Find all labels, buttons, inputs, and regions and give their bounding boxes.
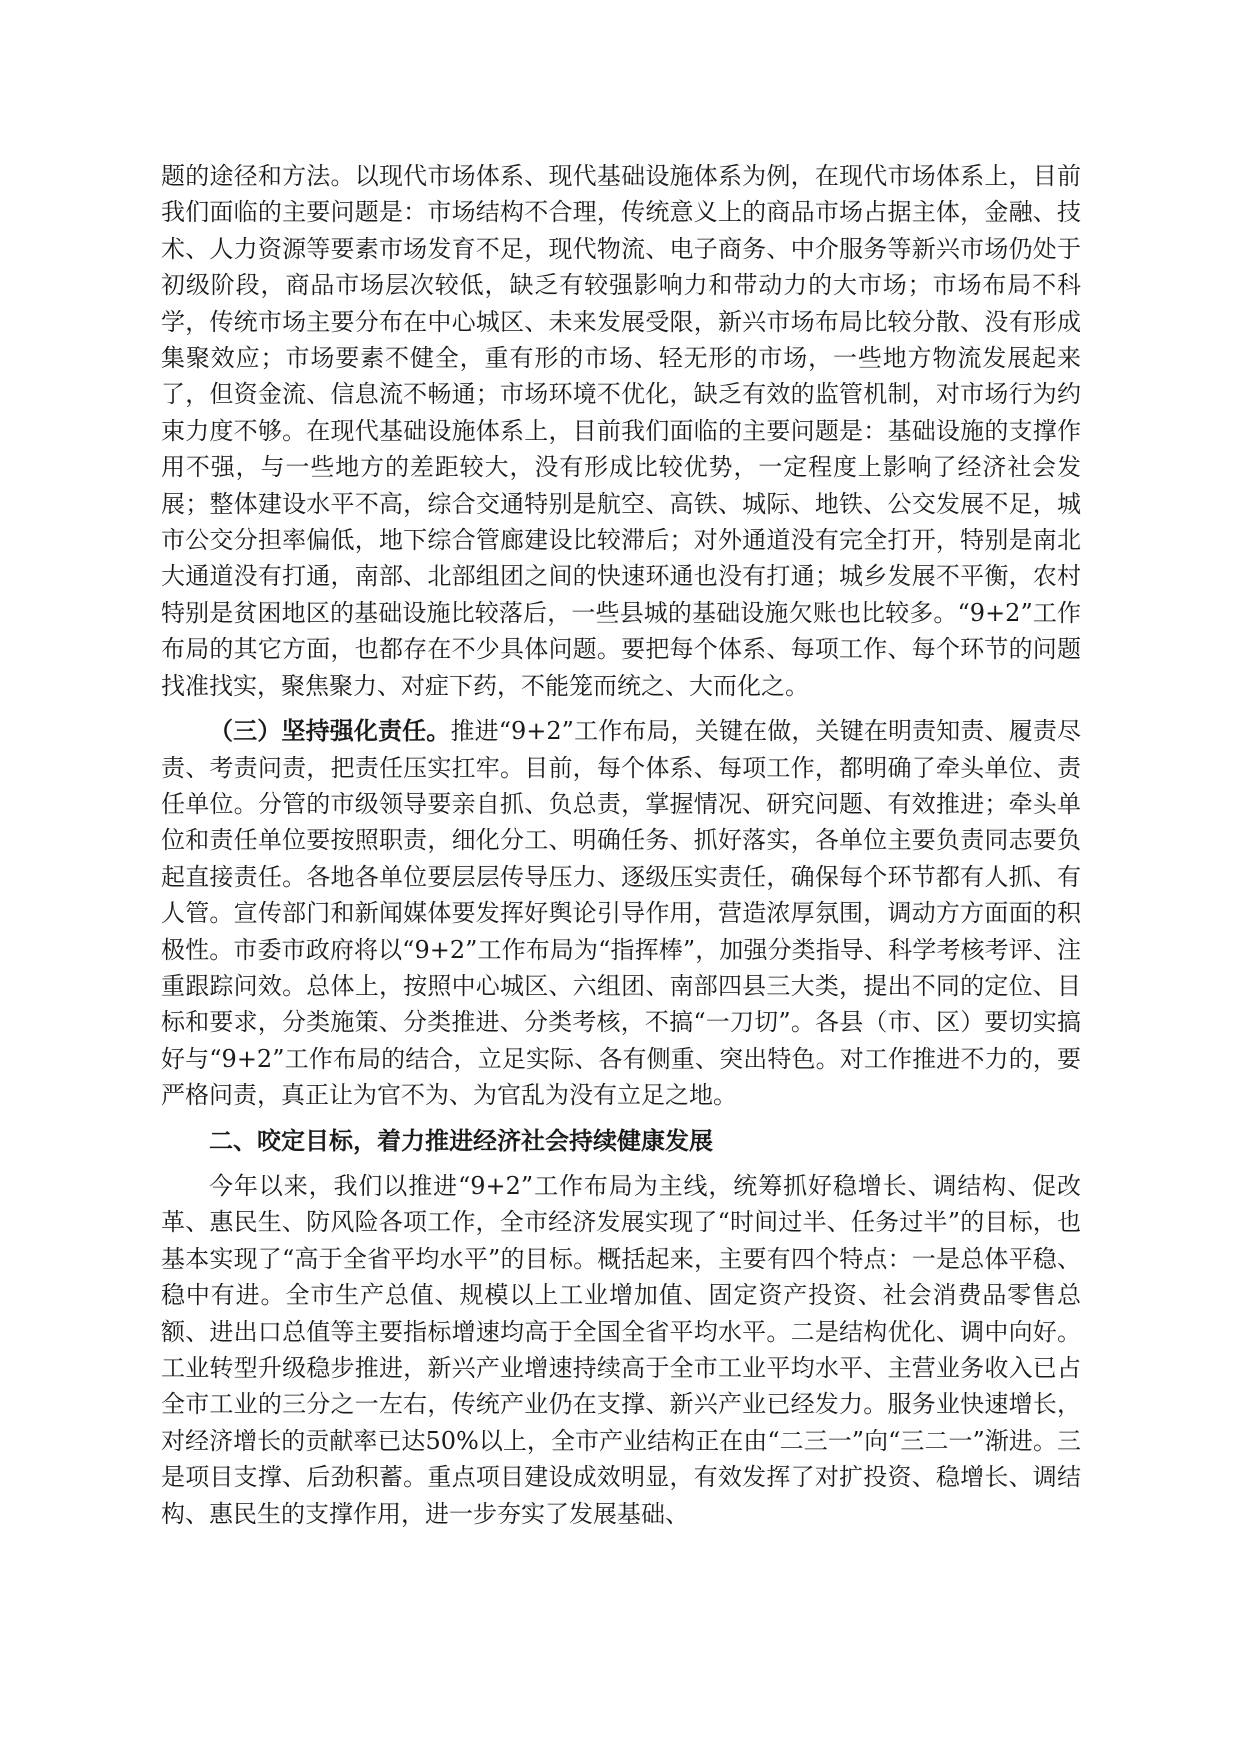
section-heading: 二、咬定目标，着力推进经济社会持续健康发展	[209, 1125, 713, 1155]
paragraph-lead: （三）坚持强化责任。	[209, 716, 451, 746]
paragraph-text: 题的途径和方法。以现代市场体系、现代基础设施体系为例，在现代市场体系上，目前我们面临的主要问题是：市场结构不合理，传统意义上的商品市场占据主体，金融、技术、人力资源等要素市场发育不足，现代物流、电子商务、中介服务等新兴市场仍处于初级阶段，商品市场层次较低，缺乏有较强影响力和带动力的大市场；市场布局不科学，传统市场主要分布在中心城区、未来发展受限，新兴市场布局比较分散、没有形成集聚效应；市场要素不健全，重有形的市场、轻无形的市场，一些地方物流发展起来了，但资金流、信息流不畅通；市场环境不优化，缺乏有效的监管机制，对市场行为约束力度不够。在现代基础设施体系上，目前我们面临的主要问题是：基础设施的支撑作用不强，与一些地方的差距较大，没有形成比较优势，一定程度上影响了经济社会发展；整体建设水平不高，综合交通特别是航空、高铁、城际、地铁、公交发展不足，城市公交分担率偏低，地下综合管廊建设比较滞后；对外通道没有完全打开，特别是南北大通道没有打通，南部、北部组团之间的快速环通也没有打通；城乡发展不平衡，农村特别是贫困地区的基础设施比较落后，一些县城的基础设施欠账也比较多。“9+2”工作布局的其它方面，也都存在不少具体问题。要把每个体系、每项工作、每个环节的问题找准找实，聚焦聚力、对症下药，不能笼而统之、大而化之。	[161, 162, 1081, 700]
paragraph-text: 今年以来，我们以推进“9+2”工作布局为主线，统筹抓好稳增长、调结构、促改革、惠民生、防风险各项工作，全市经济发展实现了“时间过半、任务过半”的目标，也基本实现了“高于全省平均水平”的目标。概括起来，主要有四个特点：一是总体平稳、稳中有进。全市生产总值、规模以上工业增加值、固定资产投资、社会消费品零售总额、进出口总值等主要指标增速均高于全国全省平均水平。二是结构优化、调中向好。工业转型升级稳步推进，新兴产业增速持续高于全市工业平均水平、主营业务收入已占全市工业的三分之一左右，传统产业仍在支撑、新兴产业已经发力。服务业快速增长，对经济增长的贡献率已达50%以上，全市产业结构正在由“二三一”向“三二一”渐进。三是项目支撑、后劲积蓄。重点项目建设成效明显，有效发挥了对扩投资、稳增长、调结构、惠民生的支撑作用，进一步夯实了发展基础、	[161, 1171, 1081, 1528]
paragraph-responsibility	[161, 713, 1081, 1113]
paragraph-progress	[161, 1168, 1081, 1532]
paragraph-continued	[161, 158, 1081, 704]
paragraph-text: 推进“9+2”工作布局，关键在做，关键在明责知责、履责尽责、考责问责，把责任压实扛牢。目前，每个体系、每项工作，都明确了牵头单位、责任单位。分管的市级领导要亲自抓、负总责，掌握情况、研究问题、有效推进；牵头单位和责任单位要按照职责，细化分工、明确任务、抓好落实，各单位主要负责同志要负起直接责任。各地各单位要层层传导压力、逐级压实责任，确保每个环节都有人抓、有人管。宣传部门和新闻媒体要发挥好舆论引导作用，营造浓厚氛围，调动方方面面的积极性。市委市政府将以“9+2”工作布局为“指挥棒”，加强分类指导、科学考核考评、注重跟踪问效。总体上，按照中心城区、六组团、南部四县三大类，提出不同的定位、目标和要求，分类施策、分类推进、分类考核，不搞“一刀切”。各县（市、区）要切实搞好与“9+2”工作布局的结合，立足实际、各有侧重、突出特色。对工作推进不力的，要严格问责，真正让为官不为、为官乱为没有立足之地。	[161, 717, 1082, 1110]
document-page	[161, 158, 1081, 1532]
